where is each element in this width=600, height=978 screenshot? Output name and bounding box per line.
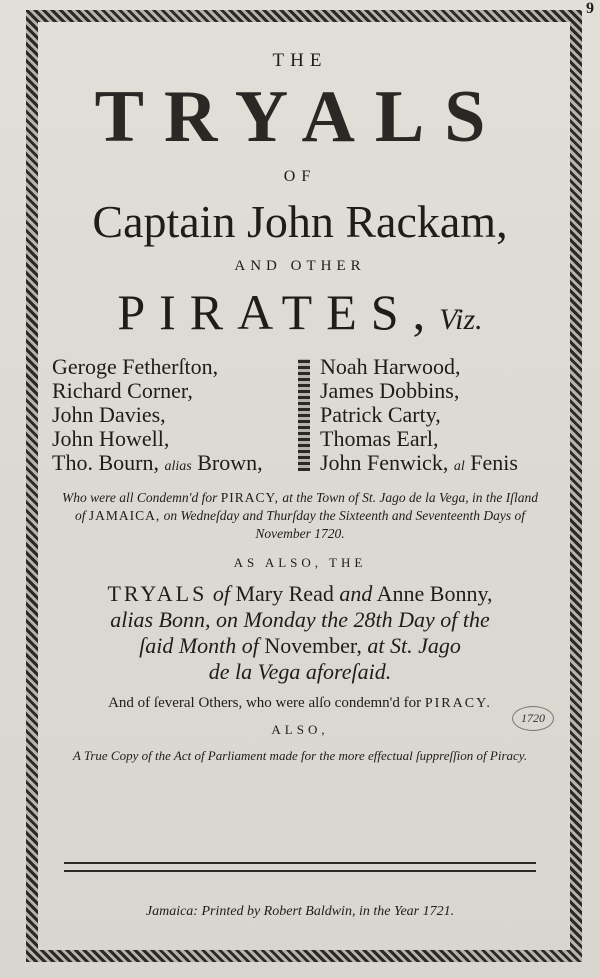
mary-at: at St. Jago — [367, 633, 461, 659]
name-item: John Howell, — [52, 426, 170, 452]
alias-word: alias — [164, 459, 192, 475]
mary-line2: alias Bonn, on Monday the 28th Day of the — [110, 607, 490, 633]
column-divider — [298, 359, 310, 471]
condemned-part1: Who were all Condemn'd for — [62, 490, 218, 506]
name-item: James Dobbins, — [320, 378, 460, 404]
name-item — [320, 451, 518, 479]
name-item: Geroge Fetherſton, — [52, 354, 219, 380]
mary-tryals: TRYALS — [107, 581, 208, 607]
mary-anne: Anne Bonny, — [376, 581, 493, 607]
several-others-line — [40, 695, 560, 712]
condemned-jamaica: JAMAICA, — [88, 508, 161, 524]
names-right-column — [320, 355, 518, 479]
names-left-column — [52, 355, 263, 479]
title-pirates — [40, 284, 560, 341]
rule-bottom — [64, 870, 536, 872]
mary-and: and — [339, 581, 373, 607]
title-of: OF — [283, 168, 317, 185]
condemned-part3: on Wedneſday and Thurſday the Sixteenth and Seventeenth Days of November 1720. — [163, 508, 525, 542]
name-item: Richard Corner, — [52, 378, 193, 404]
condemned-part2: at the Town of St. Jago de la Vega, in the Iſland of — [75, 490, 538, 524]
mary-of: of — [212, 581, 230, 607]
title-and-other: AND OTHER — [234, 258, 366, 275]
mary-line3a: ſaid Month of — [139, 633, 259, 659]
as-also-heading: AS ALSO, THE — [233, 555, 367, 571]
alias-name: Brown, — [197, 450, 263, 476]
title-page-content — [40, 24, 560, 919]
name-item — [52, 451, 263, 479]
name-item: Patrick Carty, — [320, 402, 441, 428]
mary-names: Mary Read — [235, 581, 334, 607]
rule-top — [64, 862, 536, 864]
title-the: THE — [272, 50, 328, 71]
condemned-piracy: PIRACY, — [220, 490, 279, 506]
imprint-line: Jamaica: Printed by Robert Baldwin, in the Year 1721. — [145, 904, 455, 919]
several-piracy: PIRACY. — [424, 696, 492, 712]
title-captain: Captain John Rackam, — [92, 196, 508, 247]
condemned-paragraph — [40, 489, 560, 543]
handwritten-note: 1720 — [512, 706, 554, 731]
also-heading: ALSO, — [271, 722, 329, 738]
mary-read-paragraph — [40, 581, 560, 685]
pirate-names — [40, 355, 560, 475]
mary-line4: de la Vega aforeſaid. — [208, 659, 392, 685]
several-text: And of ſeveral Others, who were alſo condemn'd for — [108, 695, 422, 712]
title-tryals: TRYALS — [94, 76, 506, 158]
name-item: John Davies, — [52, 402, 166, 428]
page-number: 9 — [586, 0, 594, 17]
act-of-parliament-line: A True Copy of the Act of Parliament made for the more effectual ſuppreſſion of Piracy. — [72, 748, 528, 764]
name-item: Noah Harwood, — [320, 354, 461, 380]
name-text: Tho. Bourn, — [52, 450, 159, 476]
viz-word: Viz. — [439, 303, 483, 337]
alias-word: al — [453, 459, 465, 475]
pirates-word: PIRATES, — [117, 284, 440, 341]
alias-name: Fenis — [470, 450, 518, 476]
name-item: Thomas Earl, — [320, 426, 439, 452]
mary-november: November, — [264, 633, 362, 659]
name-text: John Fenwick, — [320, 450, 449, 476]
